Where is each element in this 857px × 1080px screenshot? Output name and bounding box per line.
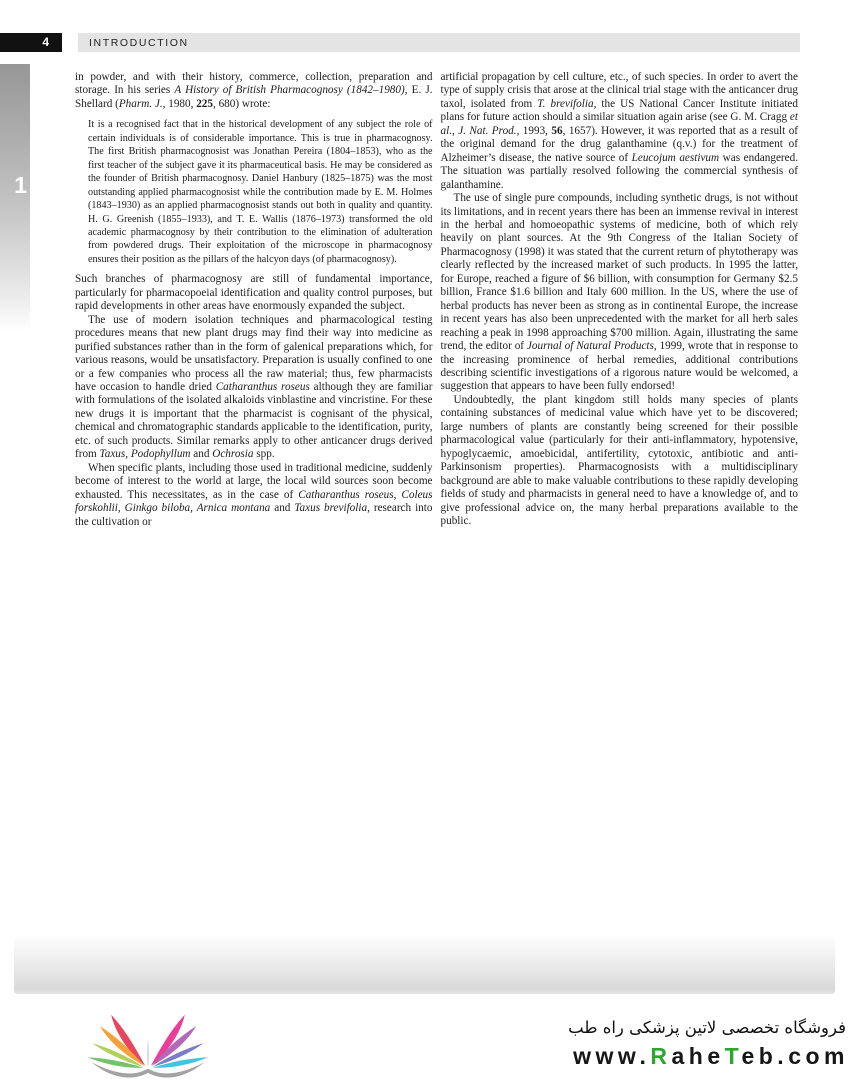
- paragraph: When specific plants, including those used in traditional medicine, suddenly become of interest to the world at large, the local wild sources soon become exhausted. This necessitates, as in the case of Catharanthus roseus, Coleus forskohlii, Ginkgo biloba, Arnica montana and Taxus brevifolia, research into the cultivation or: [75, 461, 433, 528]
- scan-bottom-shadow: [14, 934, 835, 994]
- paragraph: Such branches of pharmacognosy are still of fundamental importance, particularly for pharmacopoeial identification and quality control purposes, but rapid developments in other areas have enormously expanded the subject.: [75, 273, 433, 313]
- store-name-farsi: فروشگاه تخصصی لاتین پزشکی راه طب: [568, 1018, 846, 1037]
- chapter-title: INTRODUCTION: [89, 37, 189, 49]
- watermark-footer: [0, 1005, 857, 1080]
- right-column: [441, 71, 799, 529]
- paragraph: The use of single pure compounds, including synthetic drugs, is not without its limitations, and in recent years there has been an immense revival in interest in the herbal and homoeopathic systems of medicine, both of which rely heavily on plant sources. At the 9th Congress of the Italian Society of Pharmacognosy (1998) it was stated that the current return of phytotherapy was clearly reflected by the increased market of such products. In 1995 the latter, for Europe, reached a figure of $6 billion, with consumption for Germany $2.5 billion, France $1.6 billion and Italy 600 million. In the US, where the use of herbal products has never been as strong as in continental Europe, the increase in recent years has also been unprecedented with the market for all herb sales reaching a peak in 1998 approaching $700 million. Again, illustrating the same trend, the editor of Journal of Natural Products, 1999, wrote that in response to the increasing prominence of herbal remedies, additional contributions describing scientific investigations of a rigorous nature would be welcomed, a suggestion that appears to have been fully endorsed!: [440, 192, 798, 393]
- left-column: [75, 71, 433, 529]
- chapter-tab-number: 1: [14, 172, 27, 198]
- article-body: [75, 71, 798, 529]
- paragraph: Undoubtedly, the plant kingdom still holds many species of plants containing substances of medicinal value which have yet to be discovered; large numbers of plants are constantly being screened for their possible pharmacological value (particularly for their anti-inflammatory, hypotensive, hypoglycaemic, amoebicidal, antifertility, cytotoxic, antibiotic and anti-Parkinsonism properties). Pharmacognosists with a multidisciplinary background are able to make valuable contributions to these rapidly developing fields of study and pharmacists in general need to have a knowledge of, and to give professional advice on, the many herbal preparations available to the public.: [440, 393, 798, 527]
- raheteb-open-book-logo-icon: [84, 1011, 212, 1079]
- chapter-header-bar: [78, 33, 800, 52]
- paragraph: artificial propagation by cell culture, etc., of such species. In order to avert the type of supply crisis that arose at the clinical trial stage with the anticancer drug taxol, isolated from T. brevifolia, the US National Cancer Institute initiated plans for future action should a similar situation again arise (see G. M. Cragg et al., J. Nat. Prod., 1993, 56, 1657). However, it was reported that as a result of the original demand for the drug galanthamine (q.v.) for the treatment of Alzheimer’s disease, the native source of Leucojum aestivum was endangered. The situation was partially resolved following the commercial synthesis of galanthamine.: [440, 71, 799, 191]
- page-number: 4: [42, 35, 49, 49]
- book-spine: [147, 1039, 148, 1067]
- paragraph: in powder, and with their history, commerce, collection, preparation and storage. In his series A History of British Pharmacognosy (1842–1980), E. J. Shellard (Pharm. J., 1980, 225, 680) wrote:: [75, 71, 433, 110]
- page-number-box: [0, 33, 62, 52]
- chapter-side-tab: [0, 64, 30, 332]
- paragraph: The use of modern isolation techniques and pharmacological testing procedures means that new plant drugs may find their way into medicine as purified substances rather than in the form of galenical preparations which, for various reasons, would be unsatisfactory. Preparation is usually confined to one or a few companies who process all the raw material; thus, few pharmacists have occasion to handle dried Catharanthus roseus although they are familiar with formulations of the isolated alkaloids vinblastine and vincristine. For these new drugs it is important that the pharmacist is cognisant of the physical, chemical and chromatographic standards applicable to the identification, purity, etc. of such products. Similar remarks apply to other anticancer drugs derived from Taxus, Podophyllum and Ochrosia spp.: [75, 313, 433, 461]
- website-url: www.RaheTeb.com: [573, 1043, 849, 1069]
- block-quote: It is a recognised fact that in the historical development of any subject the role of certain individuals is of considerable importance. This is true in pharmacognosy. The first British pharmacognosist was Jonathan Pereira (1804–1853), who as the first teacher of the subject gave it its pharmaceutical basis. He may be considered as the founder of British pharmacognosy. Daniel Hanbury (1825–1875) was the most outstanding applied pharmacognosist while the contribution made by E. M. Holmes (1843–1930) as an applied pharmacognosist stands out both in quality and quantity. H. G. Greenish (1855–1933), and T. E. Wallis (1876–1973) transformed the old academic pharmacognosy by their contribution to the elimination of adulteration from powdered drugs. Their exploitation of the microscope in pharmacognosy ensures their position as the pillars of the halcyon days (of pharmacognosy).: [88, 119, 433, 265]
